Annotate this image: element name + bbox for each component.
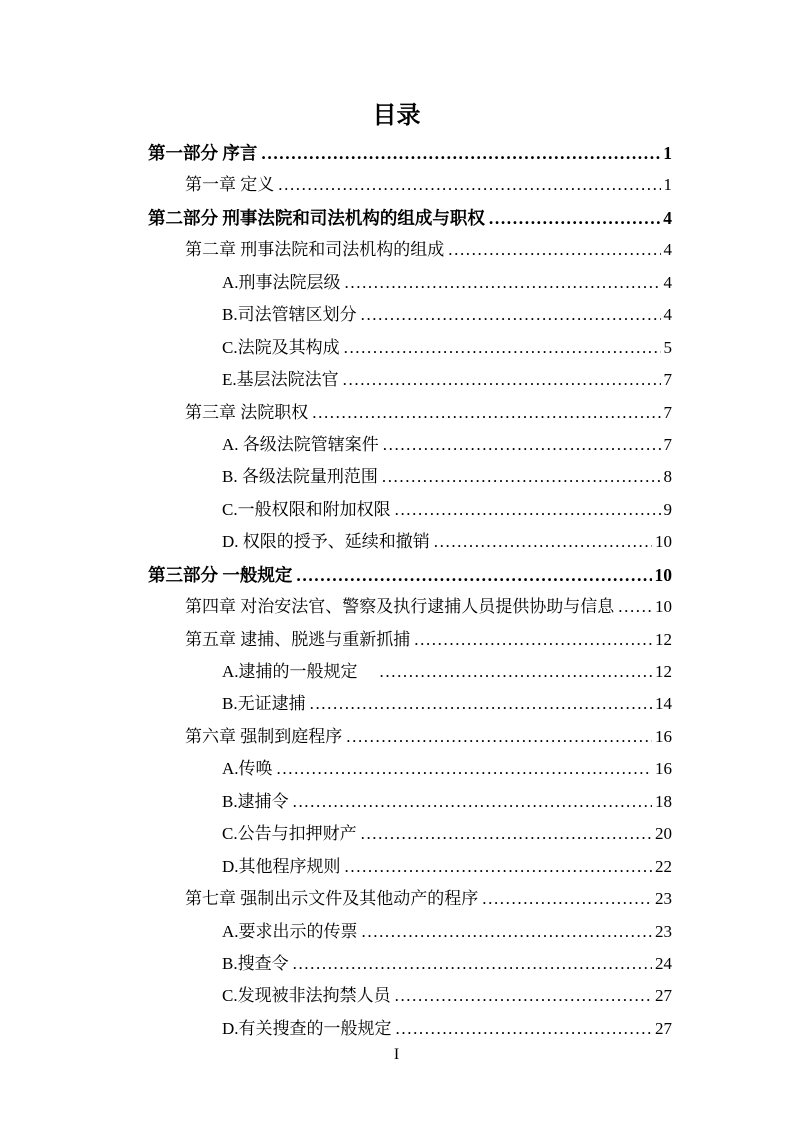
toc-entry-label: 第六章 强制到庭程序: [185, 726, 343, 746]
toc-entry[interactable]: [148, 691, 672, 723]
toc-list: [148, 140, 672, 1048]
toc-entry-label: 第三章 法院职权: [185, 402, 309, 422]
toc-leader-dots: [434, 529, 652, 555]
toc-entry-label: B.搜查令: [222, 953, 289, 973]
toc-entry-label: 第四章 对治安法官、警察及执行逮捕人员提供协助与信息: [185, 597, 615, 617]
toc-leader-dots: [345, 854, 652, 880]
toc-leader-dots: [414, 627, 652, 653]
toc-entry[interactable]: [148, 659, 672, 691]
toc-leader-dots: [277, 756, 652, 782]
toc-entry-page: 7: [663, 402, 672, 422]
toc-leader-dots: [482, 886, 652, 912]
toc-entry-label: B. 各级法院量刑范围: [222, 467, 378, 487]
toc-entry-page: 27: [655, 986, 672, 1006]
toc-leader-dots: [296, 562, 651, 588]
toc-entry[interactable]: [148, 854, 672, 886]
toc-leader-dots: [362, 919, 652, 945]
toc-entry-label: 第五章 逮捕、脱逃与重新抓捕: [185, 629, 411, 649]
toc-entry-page: 4: [663, 240, 672, 260]
toc-entry-page: 4: [663, 207, 672, 228]
toc-entry-page: 4: [663, 305, 672, 325]
toc-entry-page: 12: [655, 629, 672, 649]
toc-entry-page: 23: [655, 921, 672, 941]
toc-leader-dots: [293, 789, 652, 815]
toc-entry-label: C.公告与扣押财产: [222, 824, 357, 844]
toc-entry-page: 1: [663, 175, 672, 195]
toc-entry-label: 第二章 刑事法院和司法机构的组成: [185, 240, 445, 260]
toc-leader-dots: [361, 302, 661, 328]
toc-entry-page: 10: [654, 564, 672, 585]
toc-entry-page: 10: [655, 597, 672, 617]
toc-entry-page: 1: [663, 143, 672, 163]
toc-leader-dots: [310, 691, 652, 717]
toc-entry[interactable]: [148, 594, 672, 626]
toc-entry[interactable]: [148, 335, 672, 367]
toc-entry[interactable]: [148, 789, 672, 821]
toc-entry-label: C.一般权限和附加权限: [222, 499, 391, 519]
toc-entry[interactable]: [148, 627, 672, 659]
toc-entry[interactable]: [148, 270, 672, 302]
toc-entry-page: 9: [663, 499, 672, 519]
toc-entry[interactable]: [148, 172, 672, 204]
toc-leader-dots: [448, 237, 660, 263]
toc-entry-label: A.刑事法院层级: [222, 272, 341, 292]
toc-entry-label: D.有关搜查的一般规定: [222, 1018, 392, 1038]
toc-entry-page: 10: [655, 532, 672, 552]
toc-entry-page: 7: [663, 434, 672, 454]
toc-entry-page: 14: [655, 694, 672, 714]
toc-entry-label: B.逮捕令: [222, 791, 289, 811]
toc-entry[interactable]: [148, 529, 672, 561]
toc-entry-label: A.逮捕的一般规定: [222, 662, 358, 681]
toc-entry[interactable]: [148, 886, 672, 918]
toc-entry-label: A.要求出示的传票: [222, 921, 358, 941]
toc-leader-dots: [312, 400, 660, 426]
toc-entry-label: 第三部分 一般规定: [148, 564, 293, 585]
toc-entry-page: 12: [655, 662, 672, 681]
page-number-footer: I: [393, 1046, 400, 1063]
toc-entry-page: 5: [663, 337, 672, 357]
toc-entry-label: C.法院及其构成: [222, 337, 340, 357]
toc-entry[interactable]: [148, 919, 672, 951]
toc-entry-page: 7: [663, 370, 672, 390]
toc-leader-dots: [361, 821, 652, 847]
toc-entry-label: B.司法管辖区划分: [222, 305, 357, 325]
toc-entry[interactable]: [148, 1016, 672, 1048]
toc-entry-page: 18: [655, 791, 672, 811]
toc-leader-dots: [345, 270, 661, 296]
toc-title: 目录: [372, 103, 421, 129]
toc-leader-dots: [278, 172, 660, 198]
toc-leader-dots: [293, 951, 652, 977]
toc-entry-page: 4: [663, 272, 672, 292]
toc-entry-label: D. 权限的授予、延续和撤销: [222, 532, 430, 552]
toc-entry-label: D.其他程序规则: [222, 856, 341, 876]
toc-leader-dots: [343, 367, 661, 393]
toc-entry[interactable]: [148, 367, 672, 399]
toc-entry-page: 20: [655, 824, 672, 844]
toc-entry-label: 第一章 定义: [185, 175, 275, 195]
toc-entry[interactable]: [148, 821, 672, 853]
toc-entry-page: 24: [655, 953, 672, 973]
toc-entry[interactable]: [148, 983, 672, 1015]
toc-entry[interactable]: [148, 724, 672, 756]
toc-entry[interactable]: [148, 205, 672, 237]
toc-leader-dots: [489, 205, 660, 231]
toc-entry-label: 第一部分 序言: [148, 143, 258, 163]
toc-entry-label: C.发现被非法拘禁人员: [222, 986, 391, 1006]
toc-entry-page: 22: [655, 856, 672, 876]
toc-leader-dots: [261, 140, 660, 166]
toc-entry-page: 16: [655, 759, 672, 779]
toc-leader-dots: [395, 983, 652, 1009]
toc-entry[interactable]: [148, 432, 672, 464]
toc-entry[interactable]: [148, 237, 672, 269]
toc-entry[interactable]: [148, 302, 672, 334]
toc-leader-dots: [382, 464, 661, 490]
toc-entry[interactable]: [148, 400, 672, 432]
toc-entry-label: E.基层法院法官: [222, 370, 339, 390]
toc-entry[interactable]: [148, 562, 672, 594]
toc-entry-label: A.传唤: [222, 759, 273, 779]
toc-leader-dots: [395, 497, 661, 523]
toc-entry-page: 8: [663, 467, 672, 487]
toc-entry[interactable]: [148, 951, 672, 983]
toc-entry-page: 16: [655, 726, 672, 746]
toc-leader-dots: [344, 335, 661, 361]
toc-leader-dots: [396, 1016, 652, 1042]
toc-leader-dots: [618, 594, 652, 620]
toc-leader-dots: [380, 659, 652, 685]
toc-entry-label: A. 各级法院管辖案件: [222, 434, 379, 454]
toc-entry-page: 23: [655, 889, 672, 909]
toc-entry[interactable]: [148, 464, 672, 496]
toc-entry[interactable]: [148, 756, 672, 788]
toc-entry-page: 27: [655, 1018, 672, 1038]
toc-entry[interactable]: [148, 140, 672, 172]
toc-leader-dots: [346, 724, 652, 750]
toc-entry[interactable]: [148, 497, 672, 529]
toc-entry-label: 第七章 强制出示文件及其他动产的程序: [185, 889, 479, 909]
toc-leader-dots: [383, 432, 661, 458]
toc-entry-label: B.无证逮捕: [222, 694, 306, 714]
toc-entry-label: 第二部分 刑事法院和司法机构的组成与职权: [148, 207, 485, 228]
